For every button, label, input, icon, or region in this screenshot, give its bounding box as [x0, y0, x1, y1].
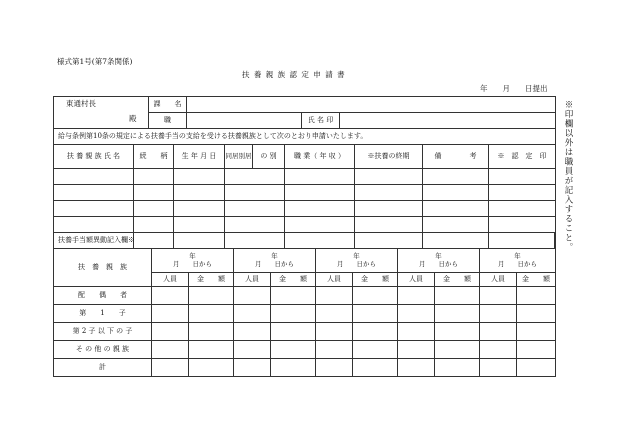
period-3[interactable] [316, 249, 398, 273]
period-month-day: 月 日から [173, 259, 212, 268]
cell[interactable] [134, 169, 174, 185]
cell[interactable] [353, 323, 398, 341]
cell[interactable] [435, 341, 480, 359]
cell[interactable] [489, 217, 556, 233]
cell[interactable] [271, 323, 316, 341]
cell[interactable] [174, 169, 225, 185]
sub-persons: 人員 [316, 273, 353, 287]
cell[interactable] [54, 169, 134, 185]
cell[interactable] [517, 305, 556, 323]
row-label-total: 計 [54, 359, 152, 377]
cell[interactable] [54, 201, 134, 217]
cell[interactable] [480, 323, 517, 341]
cell[interactable] [423, 169, 489, 185]
sub-amount: 金 額 [435, 273, 480, 287]
cell[interactable] [353, 287, 398, 305]
name-seal-label: 氏 名 印 [302, 113, 340, 129]
side-note: ※印欄以外は職員が記入すること。 [563, 100, 573, 252]
cell[interactable] [234, 359, 271, 377]
addressee-cell [54, 97, 149, 129]
col-relationship: 続 柄 [134, 145, 174, 169]
cell[interactable] [174, 185, 225, 201]
cell[interactable] [152, 287, 189, 305]
addressee-suffix: 殿 [129, 114, 137, 123]
cell[interactable] [225, 201, 285, 217]
cell[interactable] [234, 305, 271, 323]
statement: 給与条例第10条の規定による扶養手当の支給を受ける扶養親族として次のとおり申請いたします。 [54, 129, 556, 145]
col-occupation: 職 業（ 年 収 ） [285, 145, 355, 169]
sub-persons: 人員 [152, 273, 189, 287]
row-label-spouse: 配 偶 者 [54, 287, 152, 305]
cell[interactable] [517, 287, 556, 305]
sub-amount: 金 額 [271, 273, 316, 287]
cell[interactable] [225, 217, 285, 233]
period-2[interactable] [234, 249, 316, 273]
col-cohabit: 同居別居 [225, 145, 253, 169]
cell[interactable] [517, 323, 556, 341]
table-row [54, 185, 556, 201]
cell[interactable] [174, 217, 225, 233]
period-year: 年 [514, 252, 521, 261]
cell[interactable] [435, 287, 480, 305]
cell[interactable] [353, 341, 398, 359]
cell[interactable] [423, 185, 489, 201]
cell[interactable] [489, 169, 556, 185]
period-month-day: 月 日から [498, 259, 537, 268]
cell[interactable] [353, 359, 398, 377]
table-row [54, 341, 556, 359]
cell[interactable] [234, 323, 271, 341]
cell[interactable] [435, 305, 480, 323]
cell[interactable] [285, 201, 355, 217]
sub-amount: 金 額 [189, 273, 234, 287]
cell[interactable] [189, 305, 234, 323]
col-approval-seal: ※ 認 定 印 [489, 145, 556, 169]
col-remarks: 備 考 [423, 145, 489, 169]
cell[interactable] [189, 359, 234, 377]
cell[interactable] [285, 169, 355, 185]
cell[interactable] [189, 287, 234, 305]
applicant-info-table [53, 96, 556, 145]
cell[interactable] [234, 341, 271, 359]
table-row [54, 287, 556, 305]
cell[interactable] [152, 323, 189, 341]
cell[interactable] [355, 217, 423, 233]
col-dependency-end: ※扶養の終期 [355, 145, 423, 169]
cell[interactable] [355, 185, 423, 201]
period-year: 年 [189, 252, 196, 261]
position-label: 職 [149, 113, 187, 129]
cell[interactable] [152, 341, 189, 359]
cell[interactable] [489, 185, 556, 201]
cell[interactable] [285, 185, 355, 201]
sub-amount: 金 額 [353, 273, 398, 287]
cell[interactable] [480, 287, 517, 305]
cell[interactable] [517, 341, 556, 359]
sub-persons: 人員 [480, 273, 517, 287]
cell[interactable] [54, 217, 134, 233]
col-dependent-name: 扶 養 親 族 氏 名 [54, 145, 134, 169]
submission-date: 年 月 日提出 [480, 84, 548, 93]
allowance-change-title [53, 232, 555, 249]
cell[interactable] [285, 217, 355, 233]
cell[interactable] [316, 359, 353, 377]
period-4[interactable] [398, 249, 480, 273]
cell[interactable] [316, 323, 353, 341]
cell[interactable] [271, 359, 316, 377]
cell[interactable] [134, 217, 174, 233]
form-title: 扶 養 親 族 認 定 申 請 書 [242, 70, 346, 79]
form-number: 様式第1号(第7条関係) [57, 57, 133, 66]
cell[interactable] [271, 287, 316, 305]
section2-title: 扶養手当額異動記入欄※ [54, 233, 555, 249]
cell[interactable] [398, 341, 435, 359]
period-1[interactable] [152, 249, 234, 273]
cell[interactable] [398, 323, 435, 341]
cell[interactable] [353, 305, 398, 323]
name-seal-field[interactable] [340, 113, 556, 129]
period-year: 年 [435, 252, 442, 261]
cell[interactable] [174, 201, 225, 217]
cell[interactable] [517, 359, 556, 377]
cell[interactable] [480, 359, 517, 377]
col-cohabit-type: の 別 [253, 145, 285, 169]
cell[interactable] [152, 305, 189, 323]
period-year: 年 [353, 252, 360, 261]
cell[interactable] [435, 359, 480, 377]
cell[interactable] [271, 341, 316, 359]
cell[interactable] [134, 185, 174, 201]
cell[interactable] [398, 305, 435, 323]
table-row [54, 323, 556, 341]
cell[interactable] [134, 201, 174, 217]
cell[interactable] [225, 169, 285, 185]
table-row [54, 201, 556, 217]
period-month-day: 月 日から [419, 259, 458, 268]
row-label-other-relatives: そ の 他 の 親 族 [54, 341, 152, 359]
cell[interactable] [225, 185, 285, 201]
dept-field[interactable] [187, 97, 556, 113]
sub-amount: 金 額 [517, 273, 556, 287]
cell[interactable] [54, 185, 134, 201]
cell[interactable] [480, 341, 517, 359]
table-row [54, 305, 556, 323]
cell[interactable] [480, 305, 517, 323]
cell[interactable] [271, 305, 316, 323]
addressee: 東通村長 [66, 99, 96, 108]
cell[interactable] [316, 341, 353, 359]
cell[interactable] [189, 323, 234, 341]
cell[interactable] [189, 341, 234, 359]
table-row [54, 359, 556, 377]
cell[interactable] [423, 217, 489, 233]
row-label-other-children: 第 2 子 以 下 の 子 [54, 323, 152, 341]
cell[interactable] [234, 287, 271, 305]
dept-label: 課 名 [149, 97, 187, 113]
period-month-day: 月 日から [337, 259, 376, 268]
cell[interactable] [316, 305, 353, 323]
cell[interactable] [316, 287, 353, 305]
cell[interactable] [355, 169, 423, 185]
period-year: 年 [271, 252, 278, 261]
category-header: 扶 養 親 族 [54, 249, 152, 287]
sub-persons: 人員 [398, 273, 435, 287]
col-birthdate: 生 年 月 日 [174, 145, 225, 169]
cell[interactable] [489, 201, 556, 217]
cell[interactable] [152, 359, 189, 377]
row-label-first-child: 第 1 子 [54, 305, 152, 323]
cell[interactable] [435, 323, 480, 341]
cell[interactable] [398, 287, 435, 305]
period-5[interactable] [480, 249, 556, 273]
table-row [54, 217, 556, 233]
sub-persons: 人員 [234, 273, 271, 287]
cell[interactable] [423, 201, 489, 217]
table-row [54, 169, 556, 185]
allowance-change-table [53, 248, 556, 377]
period-month-day: 月 日から [255, 259, 294, 268]
cell[interactable] [355, 201, 423, 217]
cell[interactable] [398, 359, 435, 377]
position-field[interactable] [187, 113, 302, 129]
